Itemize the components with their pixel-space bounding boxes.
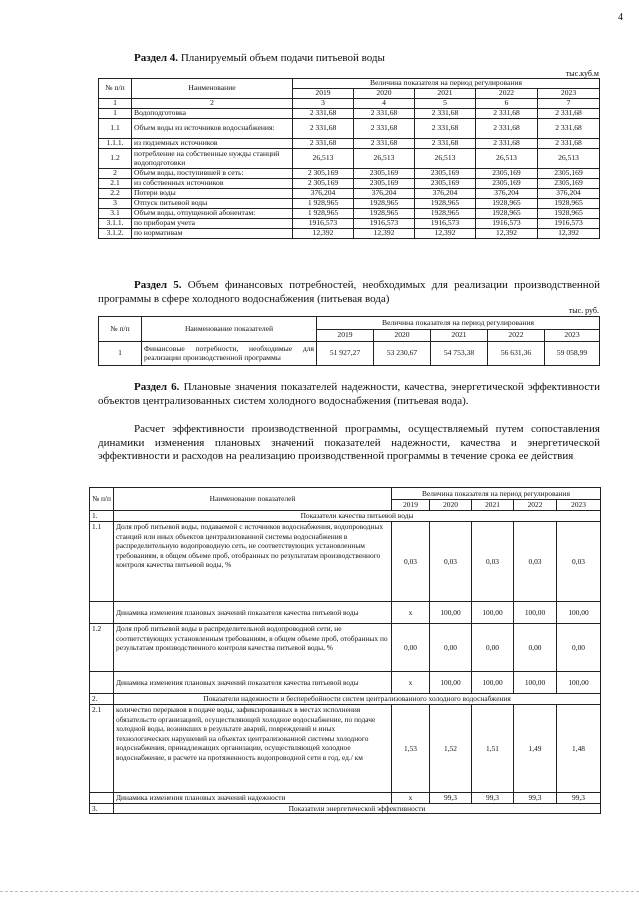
row-value: 2 305,169 [293, 179, 354, 189]
column-index: 6 [476, 99, 538, 109]
row-value: 2305,169 [538, 169, 600, 179]
row-name: Объем воды из источников водоснабжения: [132, 119, 293, 139]
group-number: 2. [90, 694, 114, 705]
table-row [99, 189, 600, 199]
row-value: 2 331,68 [354, 109, 415, 119]
group-row [90, 803, 601, 814]
row-value: 2305,169 [476, 179, 538, 189]
col-name-header: Наименование показателей [114, 488, 392, 511]
row-value: 51 927,27 [317, 342, 374, 366]
row-value: 2305,169 [354, 179, 415, 189]
row-value: х [392, 672, 430, 694]
row-value: 1928,965 [538, 199, 600, 209]
group-row [90, 694, 601, 705]
row-value: 56 631,36 [488, 342, 545, 366]
row-name: Водоподготовка [132, 109, 293, 119]
section4-unit: тыс.куб.м [565, 69, 599, 78]
section5-title [98, 279, 600, 306]
row-number: 1.1 [99, 119, 132, 139]
table-row [90, 672, 601, 694]
row-value: 0,03 [472, 522, 514, 602]
period-header: Величина показателя на период регулирования [317, 317, 600, 330]
row-value: 100,00 [514, 602, 557, 624]
group-number: 1. [90, 511, 114, 522]
row-value: 100,00 [557, 602, 601, 624]
row-name: Доля проб питьевой воды, подаваемой с источников водоснабжения, водопроводных станций или иных объектов централизованной системы водоснабжения в распределительную водопроводную сеть, не соответствующих установленным требованиям, в общем объеме проб, отобранных по результатам производственного контроля качества питьевой воды, % [114, 522, 392, 602]
group-title: Показатели качества питьевой воды [114, 511, 601, 522]
row-value: 100,00 [472, 602, 514, 624]
row-name: Динамика изменения плановых значений надежности [114, 793, 392, 804]
row-number: 1.1.1. [99, 139, 132, 149]
row-value: 0,00 [392, 624, 430, 672]
year-header: 2023 [538, 89, 600, 99]
row-value: 12,392 [415, 229, 476, 239]
row-value: 26,513 [538, 149, 600, 169]
section6-paragraph: Расчет эффективности производственной программы, осуществляемый путем сопоставления динамики изменения плановых значений показателей надежности, качества и энергетической эффективности и расходов на реализацию производственной программы в течение срока ее действия [98, 423, 600, 462]
row-value: 2305,169 [538, 179, 600, 189]
row-value: 2 331,68 [476, 139, 538, 149]
row-value: 2 331,68 [293, 119, 354, 139]
row-value: 2 331,68 [415, 109, 476, 119]
row-value: 0,03 [392, 522, 430, 602]
row-number: 3.1.2. [99, 229, 132, 239]
row-number: 3 [99, 199, 132, 209]
row-name: количество перерывов в подаче воды, зафиксированных в местах исполнения обязательств организацией, осуществляющей холодное водоснабжение, по подаче холодной воды, возникших в результате аварий, повреждений и иных технологических нарушений на объектах централизованной системы холодного водоснабжения, принадлежащих организации, осуществляющей холодное водоснабжение, в расчете на протяженность водопроводной сети в год, ед./ км [114, 705, 392, 793]
page-bottom-edge [0, 891, 639, 892]
row-number: 3.1.1. [99, 219, 132, 229]
row-name: потребление на собственные нужды станций водоподготовки [132, 149, 293, 169]
row-value: 1928,965 [354, 209, 415, 219]
column-index: 5 [415, 99, 476, 109]
period-header: Величина показателя на период регулирования [392, 488, 601, 500]
row-value: 1 928,965 [293, 199, 354, 209]
section6-title-bold: Раздел 6. [134, 381, 180, 393]
group-number: 3. [90, 803, 114, 814]
row-name: Динамика изменения плановых значений показателя качества питьевой воды [114, 602, 392, 624]
section6-title [98, 381, 600, 408]
row-number: 3.1 [99, 209, 132, 219]
table-row [99, 139, 600, 149]
row-value: 2 331,68 [538, 109, 600, 119]
row-value: 0,03 [430, 522, 472, 602]
row-value: 100,00 [472, 672, 514, 694]
section5-table [98, 316, 600, 366]
table-row [99, 229, 600, 239]
row-value: 12,392 [476, 229, 538, 239]
row-value: 2305,169 [476, 169, 538, 179]
section5-unit: тыс. руб. [568, 306, 599, 315]
row-value: 100,00 [430, 672, 472, 694]
row-value: 2 331,68 [415, 139, 476, 149]
row-name: по нормативам [132, 229, 293, 239]
row-number: 2 [99, 169, 132, 179]
row-value: 1928,965 [354, 199, 415, 209]
year-header: 2019 [293, 89, 354, 99]
table-row [99, 199, 600, 209]
row-value: 2 331,68 [354, 119, 415, 139]
row-value: 1928,965 [538, 209, 600, 219]
column-index: 7 [538, 99, 600, 109]
year-header: 2022 [514, 500, 557, 511]
group-title: Показатели энергетической эффективности [114, 803, 601, 814]
row-name: из собственных источников [132, 179, 293, 189]
row-number-empty [90, 793, 114, 804]
table-row [99, 342, 600, 366]
row-value: 1916,573 [293, 219, 354, 229]
year-header: 2021 [431, 330, 488, 342]
table-row [90, 522, 601, 602]
row-value: 100,00 [430, 602, 472, 624]
row-value: 1,52 [430, 705, 472, 793]
row-value: 2305,169 [354, 169, 415, 179]
table-row [90, 793, 601, 804]
table-row [99, 169, 600, 179]
row-value: х [392, 793, 430, 804]
row-name: Объем воды, поступившей в сеть: [132, 169, 293, 179]
row-value: 99,3 [557, 793, 601, 804]
row-value: 100,00 [557, 672, 601, 694]
year-header: 2021 [472, 500, 514, 511]
row-value: 2305,169 [415, 179, 476, 189]
table-row [99, 119, 600, 139]
row-value: 0,00 [514, 624, 557, 672]
year-header: 2023 [557, 500, 601, 511]
year-header: 2022 [488, 330, 545, 342]
col-name-header: Наименование [132, 79, 293, 99]
section5-title-text: Объем финансовых потребностей, необходимых для реализации производственной программы в сфере холодного водоснабжения (питьевая вода) [98, 279, 600, 305]
year-header: 2020 [354, 89, 415, 99]
col-name-header: Наименование показателей [142, 317, 317, 342]
row-value: 0,00 [430, 624, 472, 672]
row-value: 12,392 [354, 229, 415, 239]
row-value: 2 331,68 [538, 119, 600, 139]
row-value: 1 928,965 [293, 209, 354, 219]
row-value: 0,03 [557, 522, 601, 602]
row-value: 1916,573 [354, 219, 415, 229]
row-value: 1916,573 [476, 219, 538, 229]
year-header: 2023 [545, 330, 600, 342]
row-value: 59 058,99 [545, 342, 600, 366]
row-value: 376,204 [538, 189, 600, 199]
section4-table [98, 78, 600, 239]
column-index: 3 [293, 99, 354, 109]
row-value: х [392, 602, 430, 624]
row-name: Доля проб питьевой воды в распределительной водопроводной сети, не соответствующих установленным требованиям, в общем объеме проб, отобранных по результатам производственного контроля качества питьевой воды, % [114, 624, 392, 672]
year-header: 2022 [476, 89, 538, 99]
column-index: 2 [132, 99, 293, 109]
row-value: 12,392 [538, 229, 600, 239]
row-value: 0,03 [514, 522, 557, 602]
row-value: 99,3 [472, 793, 514, 804]
page-number: 4 [618, 12, 623, 23]
row-number: 2.1 [99, 179, 132, 189]
row-number: 1.2 [99, 149, 132, 169]
table-row [99, 149, 600, 169]
row-value: 2 331,68 [476, 109, 538, 119]
row-value: 2305,169 [415, 169, 476, 179]
period-header: Величина показателя на период регулирования [293, 79, 600, 89]
table-row [90, 705, 601, 793]
row-name: Отпуск питьевой воды [132, 199, 293, 209]
row-value: 376,204 [476, 189, 538, 199]
row-value: 1916,573 [538, 219, 600, 229]
table-row [90, 624, 601, 672]
year-header: 2021 [415, 89, 476, 99]
row-value: 2 331,68 [293, 139, 354, 149]
row-value: 376,204 [354, 189, 415, 199]
section4-title-text: Планируемый объем подачи питьевой воды [178, 52, 385, 64]
row-name: Финансовые потребности, необходимые для реализации производственной программы [142, 342, 317, 366]
row-value: 26,513 [354, 149, 415, 169]
row-value: 1928,965 [415, 209, 476, 219]
row-value: 12,392 [293, 229, 354, 239]
table-row [90, 602, 601, 624]
row-value: 26,513 [293, 149, 354, 169]
table-row [99, 209, 600, 219]
row-name: из подземных источников [132, 139, 293, 149]
table-row [99, 109, 600, 119]
col-num-header: № п/п [90, 488, 114, 511]
row-value: 1,53 [392, 705, 430, 793]
row-value: 2 331,68 [538, 139, 600, 149]
row-value: 1,49 [514, 705, 557, 793]
row-value: 100,00 [514, 672, 557, 694]
row-number-empty [90, 672, 114, 694]
section4-title-bold: Раздел 4. [134, 52, 179, 64]
col-num-header: № п/п [99, 79, 132, 99]
row-value: 376,204 [293, 189, 354, 199]
column-index: 4 [354, 99, 415, 109]
section4-table-body [99, 109, 600, 239]
row-value: 26,513 [415, 149, 476, 169]
section5-title-bold: Раздел 5. [134, 279, 182, 291]
table-row [99, 219, 600, 229]
section6-table [89, 487, 601, 814]
row-value: 99,3 [514, 793, 557, 804]
row-value: 2 331,68 [354, 139, 415, 149]
row-value: 1928,965 [415, 199, 476, 209]
year-header: 2019 [392, 500, 430, 511]
row-value: 0,00 [557, 624, 601, 672]
row-name: Динамика изменения плановых значений показателя качества питьевой воды [114, 672, 392, 694]
col-num-header: № п/п [99, 317, 142, 342]
row-value: 1928,965 [476, 199, 538, 209]
row-number: 2.2 [99, 189, 132, 199]
row-value: 54 753,38 [431, 342, 488, 366]
row-value: 1,51 [472, 705, 514, 793]
row-value: 99,3 [430, 793, 472, 804]
row-value: 2 331,68 [476, 119, 538, 139]
row-value: 2 305,169 [293, 169, 354, 179]
row-number-empty [90, 602, 114, 624]
row-number: 1.1 [90, 522, 114, 602]
year-header: 2020 [430, 500, 472, 511]
row-name: по приборам учета [132, 219, 293, 229]
row-number: 1 [99, 109, 132, 119]
column-index: 1 [99, 99, 132, 109]
row-value: 376,204 [415, 189, 476, 199]
table-row [99, 179, 600, 189]
group-row [90, 511, 601, 522]
row-value: 2 331,68 [415, 119, 476, 139]
row-name: Потери воды [132, 189, 293, 199]
row-value: 2 331,68 [293, 109, 354, 119]
row-value: 1928,965 [476, 209, 538, 219]
year-header: 2020 [374, 330, 431, 342]
row-number: 2.1 [90, 705, 114, 793]
year-header: 2019 [317, 330, 374, 342]
row-value: 0,00 [472, 624, 514, 672]
row-number: 1.2 [90, 624, 114, 672]
section4-title [134, 52, 385, 64]
group-title: Показатели надежности и бесперебойности систем централизованного холодного водоснабжения [114, 694, 601, 705]
row-name: Объем воды, отпущенной абонентам: [132, 209, 293, 219]
section6-title-text: Плановые значения показателей надежности, качества, энергетической эффективности объектов централизованных систем холодного водоснабжения (питьевая вода). [98, 381, 600, 407]
row-value: 26,513 [476, 149, 538, 169]
row-value: 1,48 [557, 705, 601, 793]
column-index-row [99, 99, 600, 109]
row-value: 1916,573 [415, 219, 476, 229]
row-value: 53 230,67 [374, 342, 431, 366]
row-number: 1 [99, 342, 142, 366]
